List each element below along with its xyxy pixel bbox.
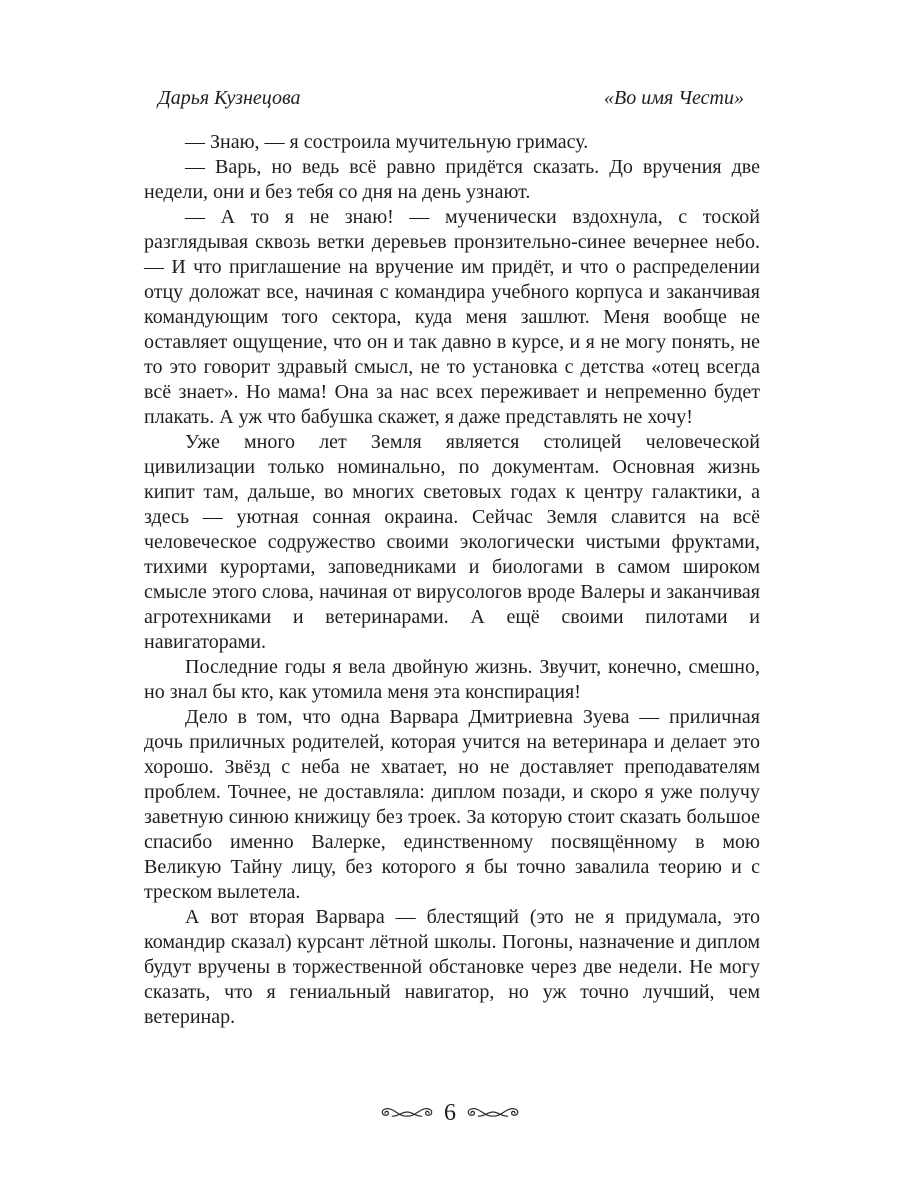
flourish-left-icon	[379, 1104, 435, 1122]
paragraph: — А то я не знаю! — мученически вздохнула, с тоской разглядывая сквозь ветки деревьев пронзительно-синее вечернее небо. — И что приглашение на вручение им придёт, и что о распределении отцу доложат все, начиная с командира учебного корпуса и заканчивая командующим того сектора, куда меня зашлют. Меня вообще не оставляет ощущение, что он и так давно в курсе, и я не могу понять, не то это говорит здравый смысл, не то установка с детства «отец всегда всё знает». Но мама! Она за нас всех переживает и непременно будет плакать. А уж что бабушка скажет, я даже представлять не хочу!	[144, 206, 760, 428]
paragraph: — Варь, но ведь всё равно придётся сказать. До вручения две недели, они и без тебя со дня на день узнают.	[144, 156, 760, 203]
page-body	[144, 130, 760, 1030]
book-title: «Во имя Чести»	[604, 87, 744, 109]
page-footer	[0, 1100, 900, 1126]
paragraph: Дело в том, что одна Варвара Дмитриевна Зуева — приличная дочь приличных родителей, которая учится на ветеринара и делает это хорошо. Звёзд с неба не хватает, но не доставляет преподавателям проблем. Точнее, не доставляла: диплом позади, и скоро я уже получу заветную синюю книжицу без троек. За которую стоит сказать большое спасибо именно Валерке, единственному посвящённому в мою Великую Тайну лицу, без которого я бы точно завалила теорию и с треском вылетела.	[144, 706, 760, 903]
page-number: 6	[444, 1100, 456, 1126]
author-name: Дарья Кузнецова	[158, 87, 301, 109]
flourish-right-icon	[465, 1104, 521, 1122]
paragraph: Последние годы я вела двойную жизнь. Звучит, конечно, смешно, но знал бы кто, как утомила меня эта конспирация!	[144, 656, 760, 703]
page-header	[158, 86, 744, 110]
paragraph: А вот вторая Варвара — блестящий (это не я придумала, это командир сказал) курсант лётной школы. Погоны, назначение и диплом будут вручены в торжественной обстановке через две недели. Не могу сказать, что я гениальный навигатор, но уж точно лучший, чем ветеринар.	[144, 906, 760, 1028]
paragraph: Уже много лет Земля является столицей человеческой цивилизации только номинально, по документам. Основная жизнь кипит там, дальше, во многих световых годах к центру галактики, а здесь — уютная сонная окраина. Сейчас Земля славится на всё человеческое содружество своими экологически чистыми фруктами, тихими курортами, заповедниками и биологами в самом широком смысле этого слова, начиная от вирусологов вроде Валеры и заканчивая агротехниками и ветеринарами. А ещё своими пилотами и навигаторами.	[144, 431, 760, 653]
paragraph: — Знаю, — я состроила мучительную гримасу.	[185, 131, 589, 153]
